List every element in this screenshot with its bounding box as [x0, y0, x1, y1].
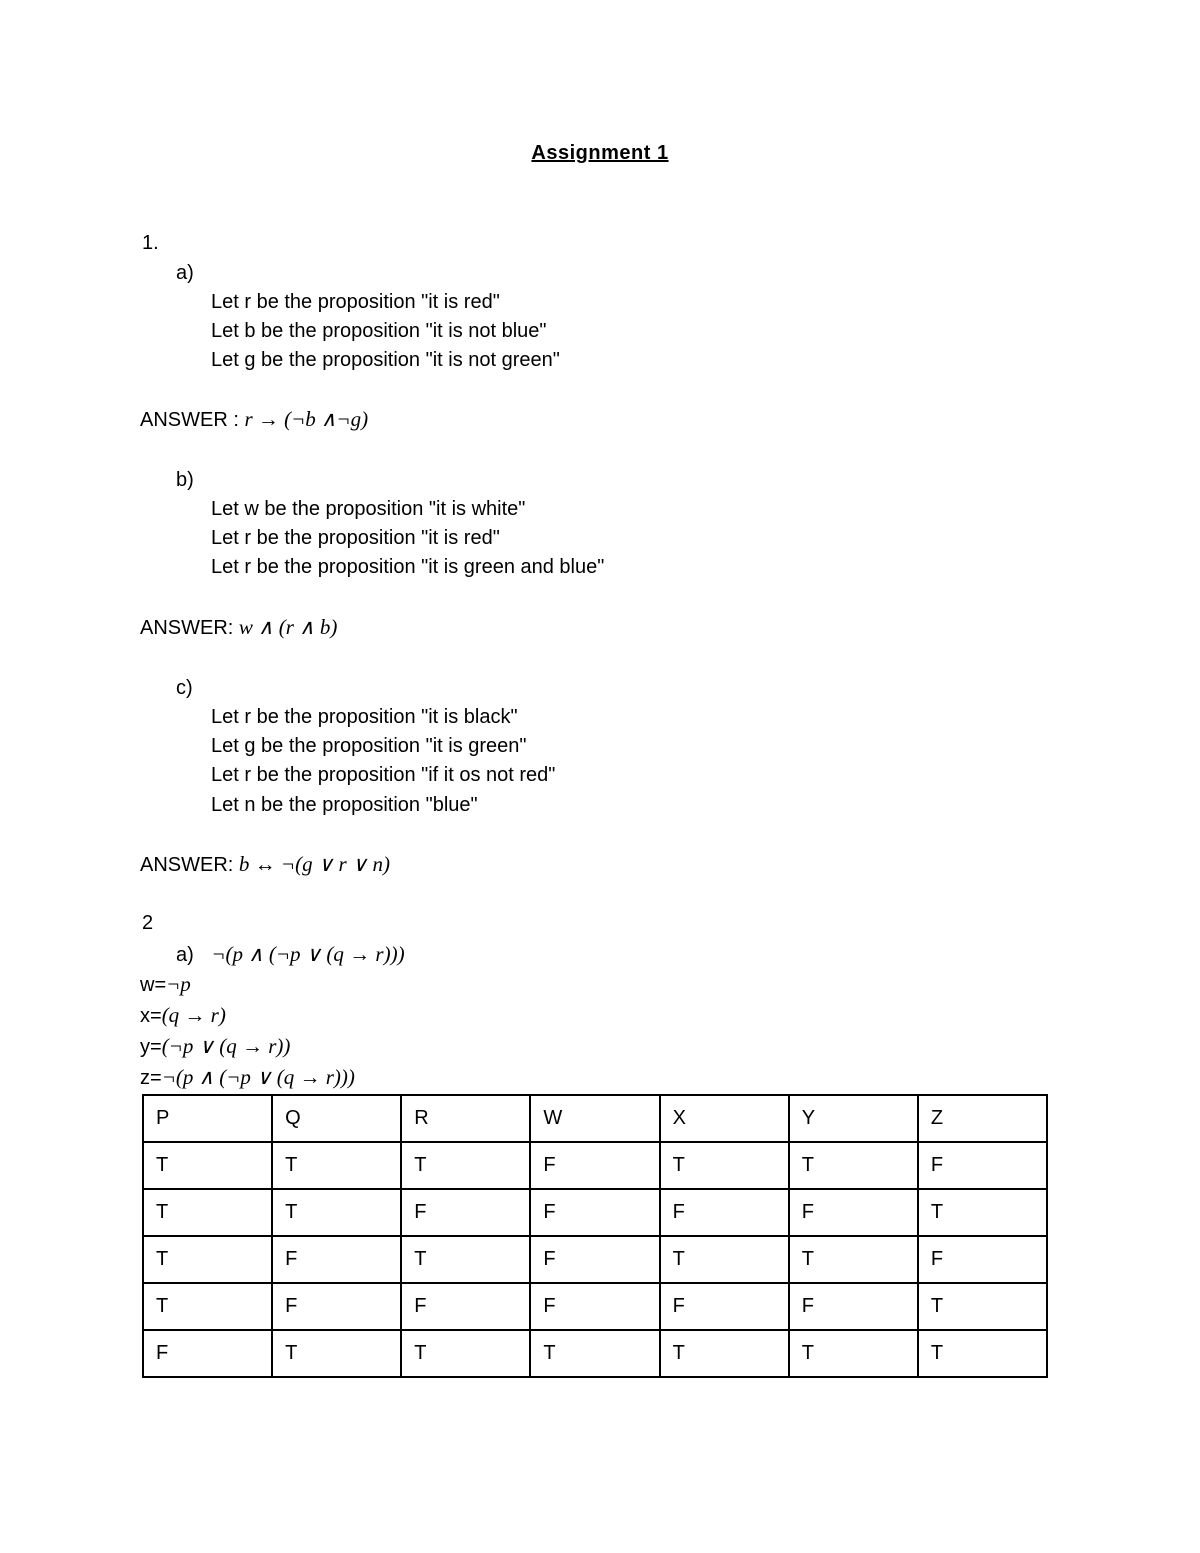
q2a-label: a) [176, 944, 194, 966]
table-cell: T [918, 1189, 1047, 1236]
table-cell: T [789, 1236, 918, 1283]
table-cell: T [660, 1330, 789, 1377]
header-cell: Z [918, 1095, 1047, 1142]
q1b-answer-expression: w ∧ (r ∧ b) [238, 615, 338, 639]
q1a-line-3: Let g be the proposition "it is not green" [211, 349, 560, 371]
table-cell: T [660, 1236, 789, 1283]
definition-x [140, 1003, 226, 1028]
q1a-label: a) [176, 262, 194, 284]
table-cell: T [143, 1283, 272, 1330]
table-cell: F [918, 1142, 1047, 1189]
table-cell: F [789, 1189, 918, 1236]
table-cell: F [401, 1189, 530, 1236]
header-cell: Y [789, 1095, 918, 1142]
table-cell: T [918, 1283, 1047, 1330]
table-cell: T [789, 1330, 918, 1377]
table-cell: T [272, 1189, 401, 1236]
table-cell: F [918, 1236, 1047, 1283]
q1a-line-1: Let r be the proposition "it is red" [211, 291, 500, 313]
definition-y [140, 1034, 290, 1059]
question-1-number: 1. [142, 232, 159, 254]
table-row [143, 1283, 1047, 1330]
q1b-line-3: Let r be the proposition "it is green and blue" [211, 556, 605, 578]
truth-table-header-row [143, 1095, 1047, 1142]
q1a-line-2: Let b be the proposition "it is not blue" [211, 320, 547, 342]
table-cell: T [401, 1330, 530, 1377]
table-row [143, 1236, 1047, 1283]
table-cell: T [143, 1142, 272, 1189]
table-row [143, 1330, 1047, 1377]
q1c-answer-expression: b ↔ ¬(g ∨ r ∨ n) [238, 852, 390, 876]
header-cell: Q [272, 1095, 401, 1142]
page-title: Assignment 1 [531, 142, 669, 164]
q1b-answer-label: ANSWER: [140, 617, 234, 639]
q1a-answer [140, 407, 368, 432]
table-cell: T [918, 1330, 1047, 1377]
table-cell: T [401, 1236, 530, 1283]
definition-y-label: y= [140, 1036, 162, 1058]
q1c-label: c) [176, 677, 193, 699]
q1c-answer-label: ANSWER: [140, 854, 234, 876]
q1c-answer [140, 852, 390, 877]
definition-z-expression: ¬(p ∧ (¬p ∨ (q → r))) [161, 1065, 355, 1089]
table-row [143, 1142, 1047, 1189]
table-cell: T [143, 1236, 272, 1283]
q1a-answer-label: ANSWER : [140, 409, 239, 431]
table-cell: F [660, 1283, 789, 1330]
q2a-expression: ¬(p ∧ (¬p ∨ (q → r))) [211, 942, 405, 966]
header-cell: W [530, 1095, 659, 1142]
q1a-answer-expression: r → (¬b ∧¬g) [244, 407, 369, 431]
q1b-line-2: Let r be the proposition "it is red" [211, 527, 500, 549]
table-cell: F [789, 1283, 918, 1330]
q1c-line-4: Let n be the proposition "blue" [211, 794, 478, 816]
q1c-line-2: Let g be the proposition "it is green" [211, 735, 527, 757]
table-cell: T [143, 1189, 272, 1236]
table-cell: T [789, 1142, 918, 1189]
table-cell: T [272, 1330, 401, 1377]
question-2-number: 2 [142, 912, 154, 934]
definition-w-expression: ¬p [166, 972, 191, 996]
q1c-line-3: Let r be the proposition "if it os not red" [211, 764, 556, 786]
table-cell: F [660, 1189, 789, 1236]
definition-z [140, 1065, 355, 1090]
header-cell: R [401, 1095, 530, 1142]
definition-w-label: w= [140, 974, 167, 996]
table-cell: F [530, 1189, 659, 1236]
table-cell: T [401, 1142, 530, 1189]
table-cell: F [272, 1236, 401, 1283]
truth-table [142, 1094, 1048, 1378]
q1b-label: b) [176, 469, 194, 491]
table-cell: F [530, 1283, 659, 1330]
q2a-row [176, 942, 405, 967]
definition-z-label: z= [140, 1067, 162, 1089]
header-cell: P [143, 1095, 272, 1142]
q1b-line-1: Let w be the proposition "it is white" [211, 498, 526, 520]
table-cell: F [143, 1330, 272, 1377]
table-cell: F [272, 1283, 401, 1330]
table-cell: T [660, 1142, 789, 1189]
table-cell: F [530, 1142, 659, 1189]
table-cell: T [272, 1142, 401, 1189]
q1c-line-1: Let r be the proposition "it is black" [211, 706, 518, 728]
header-cell: X [660, 1095, 789, 1142]
table-cell: T [530, 1330, 659, 1377]
table-cell: F [530, 1236, 659, 1283]
definition-x-expression: (q → r) [161, 1003, 226, 1027]
definition-y-expression: (¬p ∨ (q → r)) [161, 1034, 291, 1058]
table-row [143, 1189, 1047, 1236]
definition-x-label: x= [140, 1005, 162, 1027]
definition-w [140, 972, 191, 997]
table-cell: F [401, 1283, 530, 1330]
q1b-answer [140, 615, 337, 640]
